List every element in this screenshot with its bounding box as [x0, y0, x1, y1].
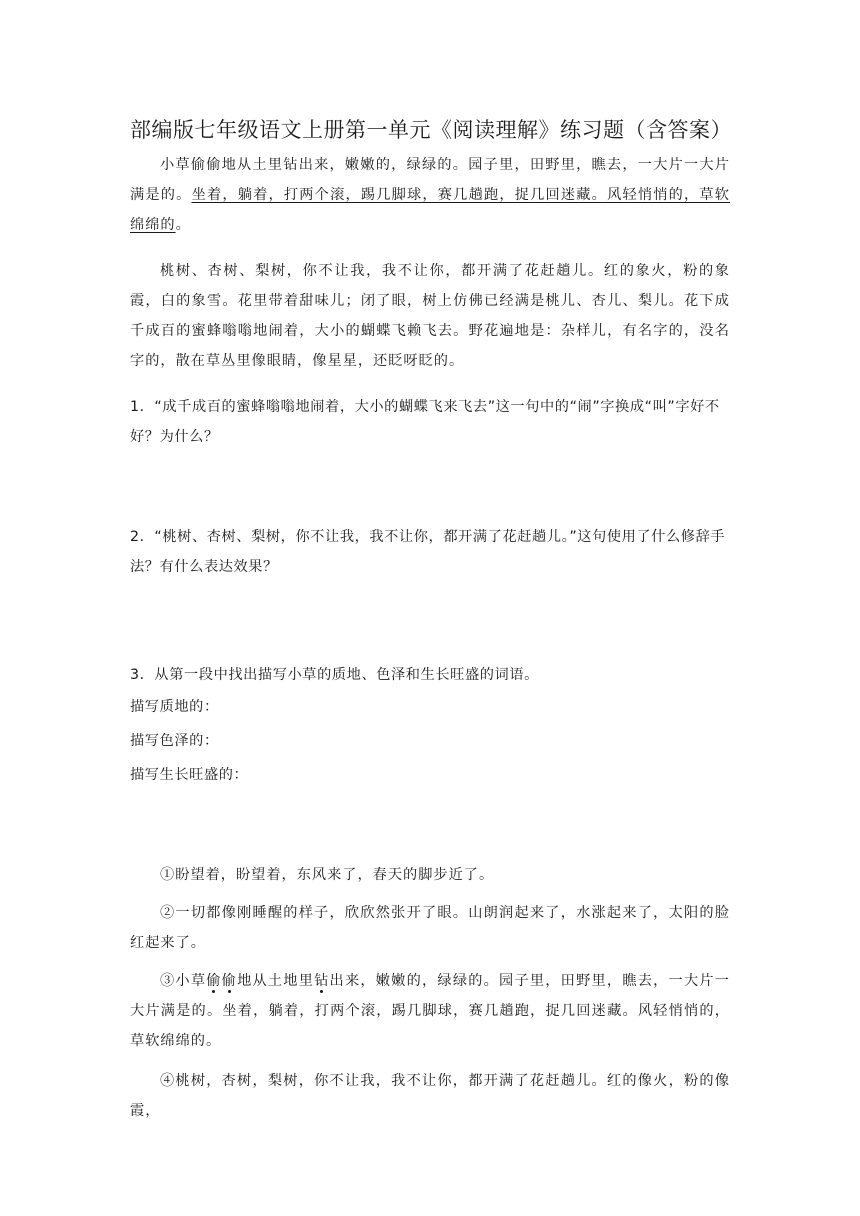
question-3: 3．从第一段中找出描写小草的质地、色泽和生长旺盛的词语。	[130, 667, 539, 683]
question-2: 2．“桃树、杏树、梨树，你不让我，我不让你，都开满了花赶趟儿。”这句使用了什么修辞手法？有什么表达效果？	[130, 529, 726, 575]
answer-line-color: 描写色泽的：	[130, 733, 219, 749]
passage1-paragraph1	[130, 150, 730, 240]
passage1-p1-end: 。	[175, 217, 191, 233]
question-1: 1．“成千成百的蜜蜂嗡嗡地闹着，大小的蝴蝶飞来飞去”这一句中的“闹”字换成“叫”字好不好？为什么？	[130, 399, 720, 445]
passage2-paragraph1: ①盼望着，盼望着，东风来了，春天的脚步近了。	[160, 867, 495, 883]
answer-line-texture: 描写质地的：	[130, 699, 219, 715]
emphasis-char: 偷	[206, 973, 222, 989]
passage1-p1-underlined: 坐着，躺着，打两个滚，踢几脚球，赛几趟跑，捉几回迷藏。风轻悄悄的，草软绵绵的	[130, 187, 730, 233]
passage2-p3-part-a: ③小草	[160, 973, 207, 989]
passage2-p3-part-c: 出来，嫩嫩的，绿绿的。园子里，田野里，瞧去，一大片一大片满是的。坐着，躺着，打两个滚，踢几脚球，赛几趟跑，捉几回迷藏。风轻悄悄的，草软绵绵的。	[130, 973, 730, 1049]
passage2-p3-part-b: 地从土地里	[237, 973, 315, 989]
passage2-paragraph3	[130, 966, 730, 1056]
passage1-p1-start: 小草偷偷地从土里钻出来，嫩嫩的，绿绿的。园子里，田野里，瞧去，一大片一大片满是的。	[130, 157, 730, 203]
passage2-paragraph4: ④桃树，杏树，梨树，你不让我，我不让你，都开满了花赶趟儿。红的像火，粉的像霞，	[130, 1073, 730, 1119]
passage1-paragraph2: 桃树、杏树、梨树，你不让我，我不让你，都开满了花赶趟儿。红的象火，粉的象霞，白的象雪。花里带着甜味儿；闭了眼，树上仿佛已经满是桃儿、杏儿、梨儿。花下成千成百的蜜蜂嗡嗡地闹着，大小的蝴蝶飞赖飞去。野花遍地是：杂样儿，有名字的，没名字的，散在草丛里像眼睛，像星星，还眨呀眨的。	[130, 263, 730, 369]
page-title: 部编版七年级语文上册第一单元《阅读理解》练习题（含答案）	[130, 118, 732, 142]
passage2-paragraph2: ②一切都像刚睡醒的样子，欣欣然张开了眼。山朗润起来了，水涨起来了，太阳的脸红起来了。	[130, 905, 730, 951]
emphasis-char: 钻	[314, 973, 330, 989]
emphasis-char: 偷	[221, 973, 238, 989]
answer-line-growth: 描写生长旺盛的：	[130, 767, 249, 783]
